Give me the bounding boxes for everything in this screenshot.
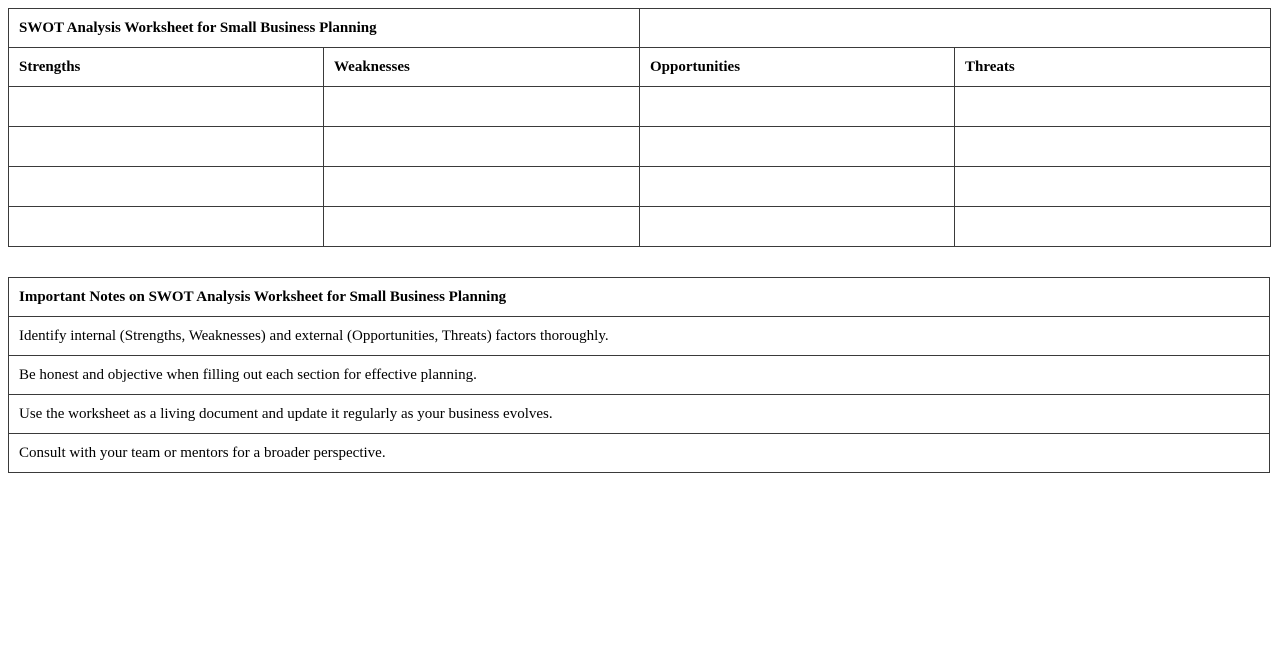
header-strengths: Strengths — [9, 48, 324, 87]
worksheet-row — [9, 207, 1271, 247]
strengths-cell[interactable] — [9, 207, 324, 247]
weaknesses-cell[interactable] — [324, 127, 640, 167]
strengths-cell[interactable] — [9, 87, 324, 127]
note-row — [9, 395, 1270, 434]
opportunities-cell[interactable] — [640, 167, 955, 207]
note-item: Use the worksheet as a living document and update it regularly as your business evolves. — [9, 395, 1270, 434]
threats-cell[interactable] — [955, 127, 1271, 167]
weaknesses-cell[interactable] — [324, 207, 640, 247]
weaknesses-cell[interactable] — [324, 87, 640, 127]
notes-title-row — [9, 278, 1270, 317]
threats-cell[interactable] — [955, 87, 1271, 127]
swot-worksheet-table — [8, 8, 1271, 247]
worksheet-row — [9, 127, 1271, 167]
notes-table — [8, 277, 1270, 473]
note-row — [9, 356, 1270, 395]
note-item: Consult with your team or mentors for a broader perspective. — [9, 434, 1270, 473]
worksheet-row — [9, 87, 1271, 127]
header-opportunities: Opportunities — [640, 48, 955, 87]
weaknesses-cell[interactable] — [324, 167, 640, 207]
opportunities-cell[interactable] — [640, 207, 955, 247]
strengths-cell[interactable] — [9, 127, 324, 167]
notes-title: Important Notes on SWOT Analysis Worksheet for Small Business Planning — [9, 278, 1270, 317]
strengths-cell[interactable] — [9, 167, 324, 207]
threats-cell[interactable] — [955, 167, 1271, 207]
note-row — [9, 434, 1270, 473]
worksheet-title-row — [9, 9, 1271, 48]
note-item: Be honest and objective when filling out each section for effective planning. — [9, 356, 1270, 395]
opportunities-cell[interactable] — [640, 127, 955, 167]
opportunities-cell[interactable] — [640, 87, 955, 127]
note-row — [9, 317, 1270, 356]
note-item: Identify internal (Strengths, Weaknesses) and external (Opportunities, Threats) factors thoroughly. — [9, 317, 1270, 356]
threats-cell[interactable] — [955, 207, 1271, 247]
worksheet-row — [9, 167, 1271, 207]
worksheet-header-row — [9, 48, 1271, 87]
worksheet-title: SWOT Analysis Worksheet for Small Business Planning — [9, 9, 640, 48]
worksheet-title-blank-cell[interactable] — [640, 9, 1271, 48]
header-threats: Threats — [955, 48, 1271, 87]
header-weaknesses: Weaknesses — [324, 48, 640, 87]
